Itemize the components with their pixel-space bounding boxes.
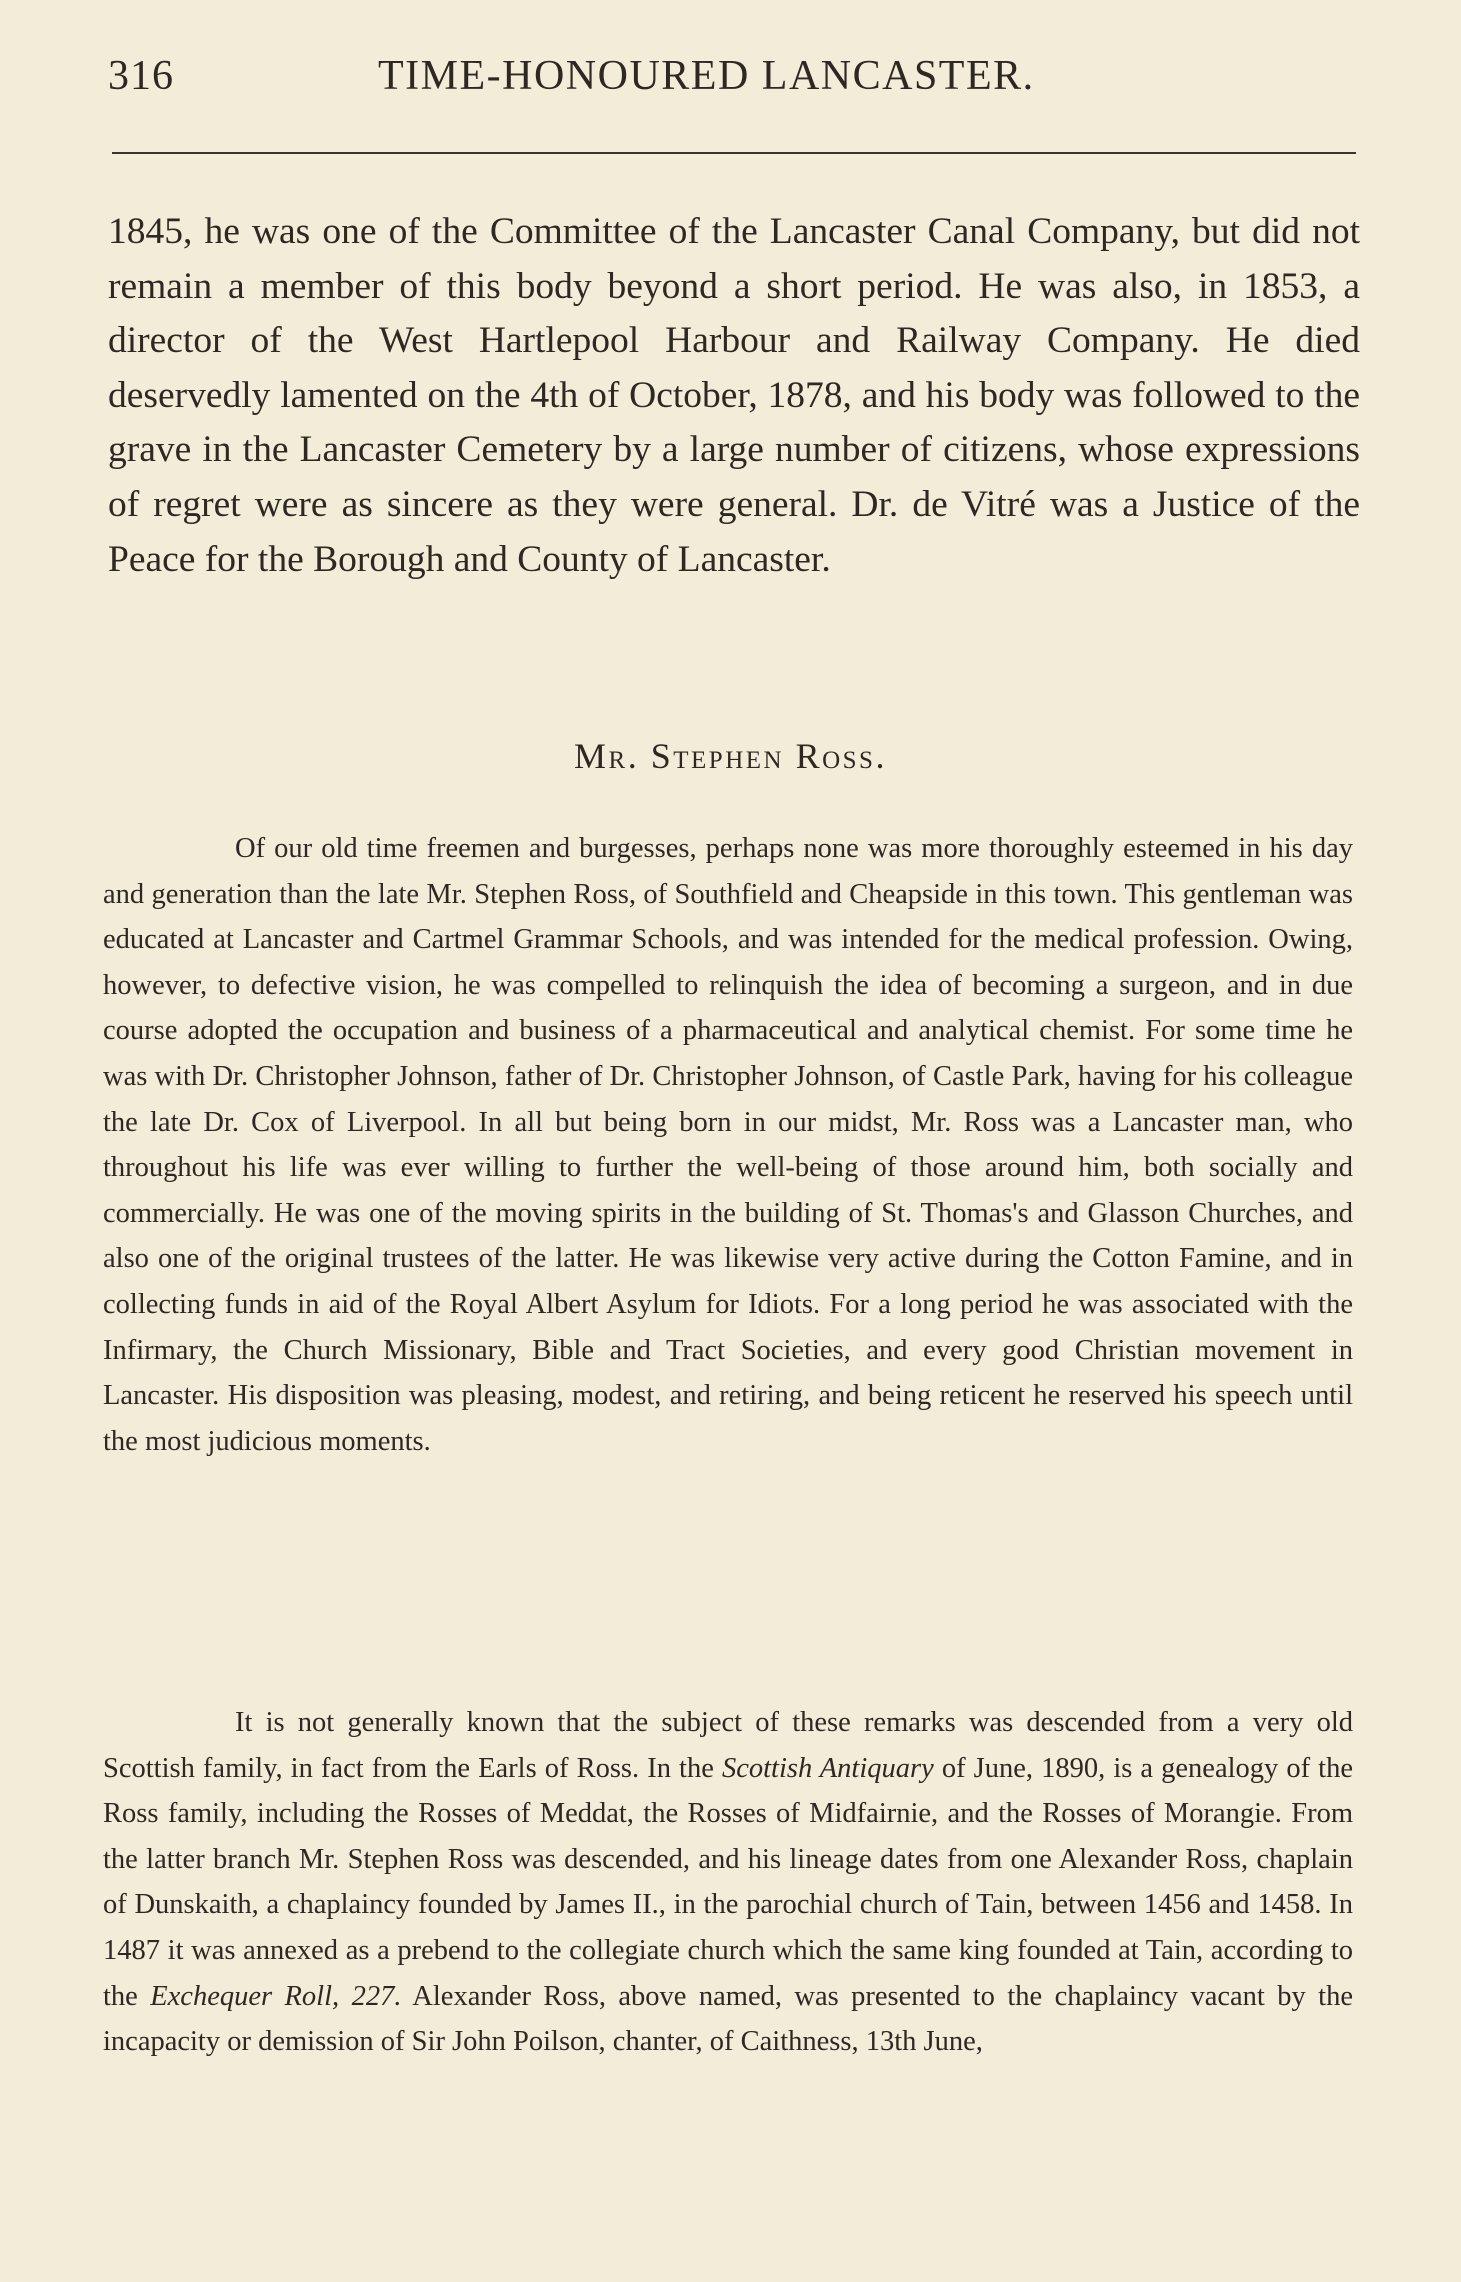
page-number: 316 bbox=[108, 53, 174, 99]
paragraph-2-text-3: Alexander Ross, above named, was presented to the chaplaincy vacant by the incapacity or demission of Sir John Poilson, chanter, of Caithness, 13th June, bbox=[103, 1980, 1353, 2058]
scottish-antiquary-citation: Scottish Antiquary bbox=[721, 1752, 934, 1784]
exchequer-roll-citation: Exchequer Roll, 227. bbox=[150, 1980, 402, 2012]
paragraph-2-text-2: of June, 1890, is a genealogy of the Ross family, including the Rosses of Meddat, the Rosses of Midfairnie, and the Rosses of Morangie. From the latter branch Mr. Stephen Ross was descended, and his lineage dates from one Alexander Ross, chaplain of Dunskaith, a chaplaincy founded by James II., in the parochial church of Tain, between 1456 and 1458. In 1487 it was annexed as a prebend to the collegiate church which the same king founded at Tain, according to the bbox=[103, 1752, 1353, 2012]
section-text-block-1 bbox=[103, 826, 1353, 1464]
running-title: TIME-HONOURED LANCASTER. bbox=[378, 53, 1035, 99]
header-rule bbox=[112, 152, 1356, 154]
section-paragraph-1: Of our old time freemen and burgesses, perhaps none was more thoroughly esteemed in his day and generation than the late Mr. Stephen Ross, of Southfield and Cheapside in this town. This gentleman was educated at Lancaster and Cartmel Grammar Schools, and was intended for the medical profession. Owing, however, to defective vision, he was compelled to relinquish the idea of becoming a surgeon, and in due course adopted the occupation and business of a pharmaceutical and analytical chemist. For some time he was with Dr. Christopher Johnson, father of Dr. Christopher Johnson, of Castle Park, having for his colleague the late Dr. Cox of Liverpool. In all but being born in our midst, Mr. Ross was a Lancaster man, who throughout his life was ever willing to further the well-being of those around him, both socially and commercially. He was one of the moving spirits in the building of St. Thomas's and Glasson Churches, and also one of the original trustees of the latter. He was likewise very active during the Cotton Famine, and in collecting funds in aid of the Royal Albert Asylum for Idiots. For a long period he was associated with the Infirmary, the Church Missionary, Bible and Tract Societies, and every good Christian movement in Lancaster. His disposition was pleasing, modest, and retiring, and being reticent he reserved his speech until the most judicious moments. bbox=[103, 833, 1353, 1457]
section-text-block-2 bbox=[103, 1700, 1353, 2065]
paragraph-2-text-1: It is not generally known that the subject of these remarks was descended from a very old Scottish family, in fact from the Earls of Ross. In the bbox=[103, 1707, 1353, 1784]
section-heading: Mr. Stephen Ross. bbox=[574, 736, 887, 776]
section-paragraph-2 bbox=[103, 1700, 1353, 2065]
intro-paragraph: 1845, he was one of the Committee of the Lancaster Canal Company, but did not remain a member of this body beyond a short period. He was also, in 1853, a director of the West Hartlepool Harbour and Railway Company. He died deservedly lamented on the 4th of October, 1878, and his body was followed to the grave in the Lancaster Cemetery by a large number of citizens, whose expressions of regret were as sincere as they were general. Dr. de Vitré was a Justice of the Peace for the Borough and County of Lancaster. bbox=[108, 211, 1360, 580]
intro-text-block bbox=[108, 205, 1360, 587]
page-header bbox=[108, 52, 1358, 112]
